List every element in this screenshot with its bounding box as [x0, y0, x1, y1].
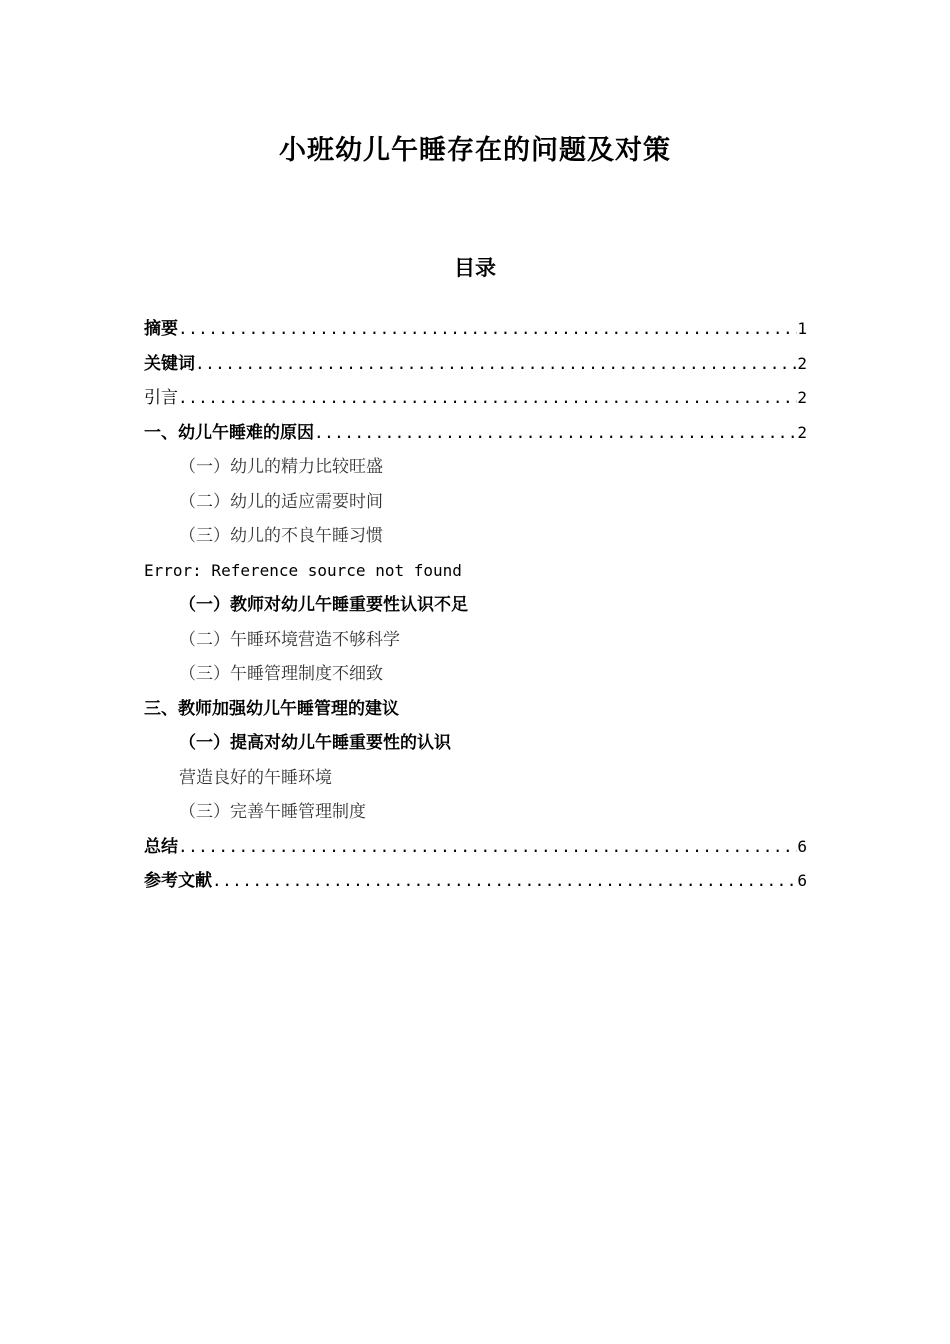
- toc-heading: 目录: [454, 256, 496, 280]
- toc-entry-label: 三、教师加强幼儿午睡管理的建议: [144, 698, 399, 719]
- toc-page-number: 1: [797, 319, 807, 338]
- toc-entry-label: 营造良好的午睡环境: [179, 767, 332, 788]
- toc-entry-label: （一）教师对幼儿午睡重要性认识不足: [179, 595, 468, 615]
- toc-entry-section-1-2[interactable]: [144, 485, 807, 520]
- toc-entry-label: 引言: [144, 388, 178, 408]
- toc-entry-label: （一）幼儿的精力比较旺盛: [179, 457, 383, 477]
- toc-entry-section-2-1[interactable]: [144, 588, 807, 623]
- toc-entry-section-1[interactable]: [144, 416, 807, 451]
- toc-entry-label: 总结: [144, 836, 178, 857]
- toc-entry-label: 参考文献: [144, 871, 212, 891]
- toc-dot-leader: [212, 864, 797, 899]
- toc-dot-leader: [314, 416, 797, 451]
- toc-entry-reference-error: [144, 554, 807, 589]
- toc-dot-leader: [195, 347, 797, 382]
- toc-entry-section-2-2[interactable]: [144, 623, 807, 658]
- toc-entry-section-1-3[interactable]: [144, 519, 807, 554]
- toc-dot-leader: [178, 381, 797, 416]
- toc-page-number: 6: [797, 871, 807, 890]
- toc-entry-label: （二）幼儿的适应需要时间: [179, 491, 383, 512]
- toc-page-number: 2: [797, 422, 807, 442]
- toc-entry-section-3[interactable]: [144, 692, 807, 727]
- toc-entry-label: 一、幼儿午睡难的原因: [144, 422, 314, 443]
- table-of-contents: [144, 312, 807, 899]
- reference-error-text: Error: Reference source not found: [144, 560, 462, 580]
- toc-entry-section-3-1[interactable]: [144, 726, 807, 761]
- toc-entry-section-1-1[interactable]: [144, 450, 807, 485]
- toc-entry-abstract[interactable]: [144, 312, 807, 347]
- toc-entry-references[interactable]: [144, 864, 807, 899]
- toc-dot-leader: [178, 312, 797, 347]
- toc-page-number: 2: [797, 353, 807, 373]
- toc-entry-label: （三）午睡管理制度不细致: [179, 664, 383, 684]
- toc-entry-label: （二）午睡环境营造不够科学: [179, 629, 400, 650]
- toc-entry-label: （三）幼儿的不良午睡习惯: [179, 526, 383, 546]
- toc-entry-label: （一）提高对幼儿午睡重要性的认识: [179, 733, 451, 753]
- toc-entry-section-3-2[interactable]: [144, 761, 807, 796]
- toc-entry-section-3-3[interactable]: [144, 795, 807, 830]
- toc-dot-leader: [178, 830, 797, 865]
- toc-entry-label: 摘要: [144, 319, 178, 339]
- toc-entry-section-2-3[interactable]: [144, 657, 807, 692]
- document-title: 小班幼儿午睡存在的问题及对策: [279, 135, 671, 166]
- toc-entry-keywords[interactable]: [144, 347, 807, 382]
- toc-entry-introduction[interactable]: [144, 381, 807, 416]
- toc-entry-label: 关键词: [144, 353, 195, 374]
- toc-page-number: 2: [797, 388, 807, 407]
- toc-page-number: 6: [797, 836, 807, 856]
- toc-entry-label: （三）完善午睡管理制度: [179, 802, 366, 822]
- toc-entry-summary[interactable]: [144, 830, 807, 865]
